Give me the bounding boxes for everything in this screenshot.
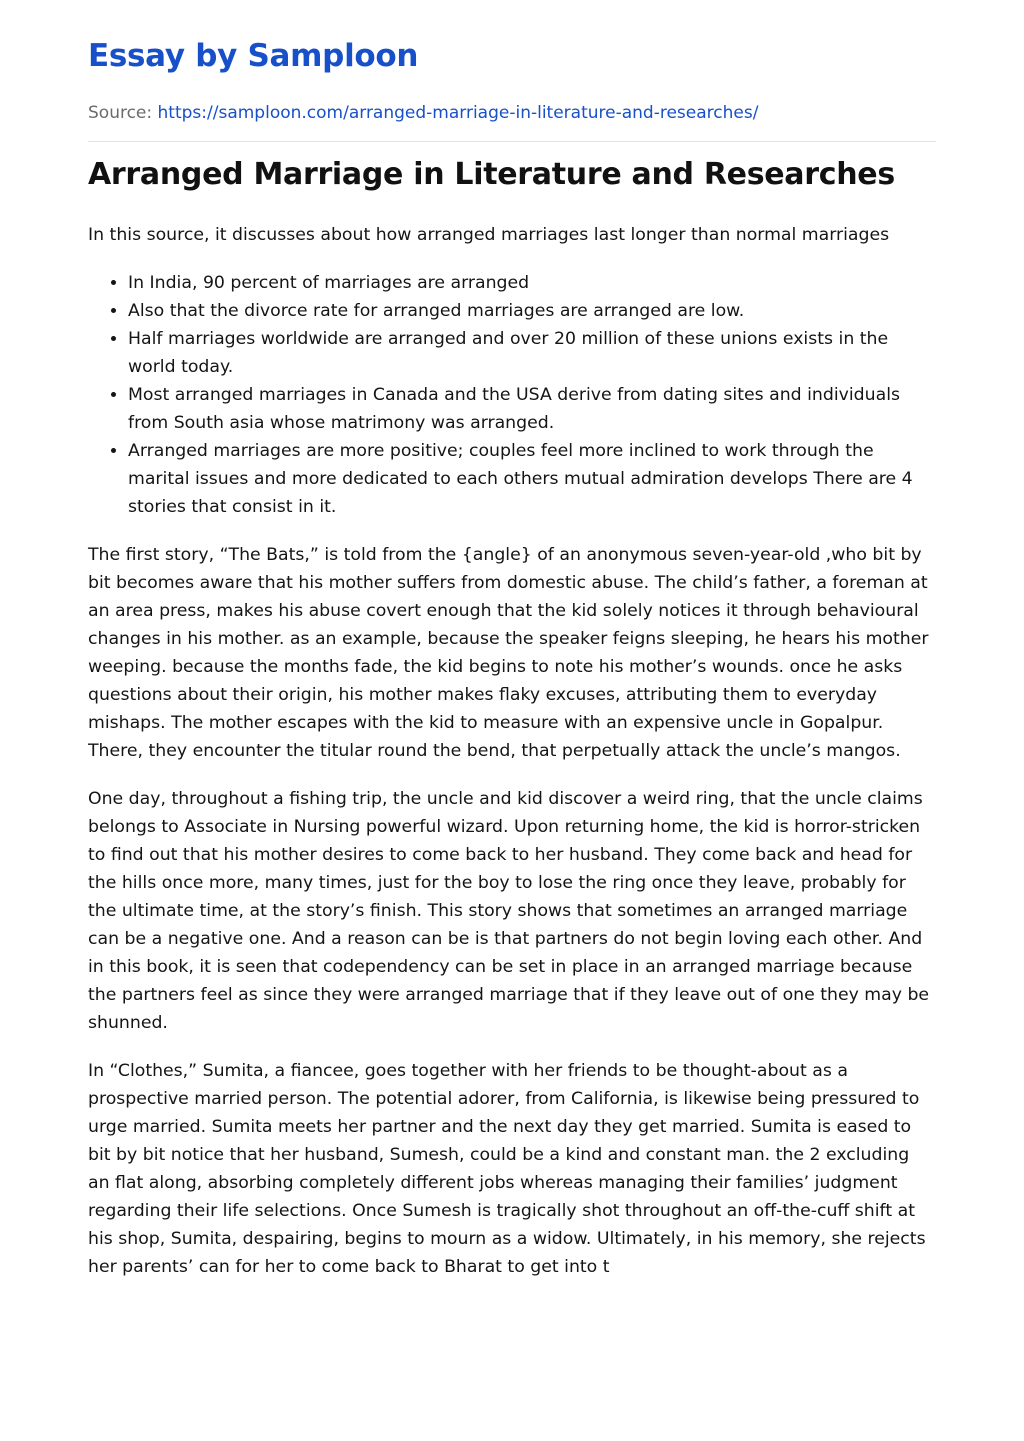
list-item: • In India, 90 percent of marriages are arranged — [128, 269, 936, 297]
header-divider — [88, 141, 936, 142]
source-label: Source: — [88, 103, 153, 123]
list-item: • Half marriages worldwide are arranged and over 20 million of these unions exists in the world today. — [128, 325, 936, 381]
intro-paragraph: In this source, it discusses about how arranged marriages last longer than normal marriages — [88, 225, 890, 245]
paragraph-clothes: In “Clothes,” Sumita, a fiancee, goes together with her friends to be thought-about as a prospective married person. The potential adorer, from California, is likewise being pressured to urge married. Sumita meets her partner and the next day they get married. Sumita is eased to bit by bit notice that her husband, Sumesh, could be a kind and constant man. the 2 excluding an flat along, absorbing completely different jobs whereas managing their families’ judgment regarding their life selections. Once Sumesh is tragically shot throughout an off-the-cuff shift at his shop, Sumita, despairing, begins to mourn as a widow. Ultimately, in his memory, she rejects her parents’ can for her to come back to Bharat to get into t — [88, 1061, 926, 1277]
list-item: • Also that the divorce rate for arranged marriages are arranged are low. — [128, 297, 936, 325]
page-title: Arranged Marriage in Literature and Researches — [88, 157, 895, 192]
paragraph-the-bats: The first story, “The Bats,” is told from the {angle} of an anonymous seven-year-old ,who bit by bit becomes aware that his mother suffers from domestic abuse. The child’s father, a foreman at an area press, makes his abuse covert enough that the kid solely notices it through behavioural changes in his mother. as an example, because the speaker feigns sleeping, he hears his mother weeping. because the months fade, the kid begins to note his mother’s wounds. once he asks questions about their origin, his mother makes flaky excuses, attributing them to everyday mishaps. The mother escapes with the kid to measure with an expensive uncle in Gopalpur. There, they encounter the titular round the bend, that perpetually attack the uncle’s mangos. — [88, 545, 929, 761]
paragraph-fishing-trip: One day, throughout a fishing trip, the uncle and kid discover a weird ring, that the uncle claims belongs to Associate in Nursing powerful wizard. Upon returning home, the kid is horror-stricken to find out that his mother desires to come back to her husband. They come back and head for the hills once more, many times, just for the boy to lose the ring once they leave, probably for the ultimate time, at the story’s finish. This story shows that sometimes an arranged marriage can be a negative one. And a reason can be is that partners do not begin loving each other. And in this book, it is seen that codependency can be set in place in an arranged marriage because the partners feel as since they were arranged marriage that if they leave out of one they may be shunned. — [88, 789, 930, 1033]
brand-title: Essay by Samploon — [88, 38, 419, 74]
source-link[interactable]: https://samploon.com/arranged-marriage-in-literature-and-researches/ — [157, 103, 759, 123]
list-item: • Arranged marriages are more positive; couples feel more inclined to work through the marital issues and more dedicated to each others mutual admiration develops There are 4 stories that consist in it. — [128, 437, 936, 521]
list-item: • Most arranged marriages in Canada and the USA derive from dating sites and individuals from South asia whose matrimony was arranged. — [128, 381, 936, 437]
article-body — [88, 221, 936, 1301]
bullet-list — [88, 269, 936, 521]
source-line — [88, 101, 758, 125]
